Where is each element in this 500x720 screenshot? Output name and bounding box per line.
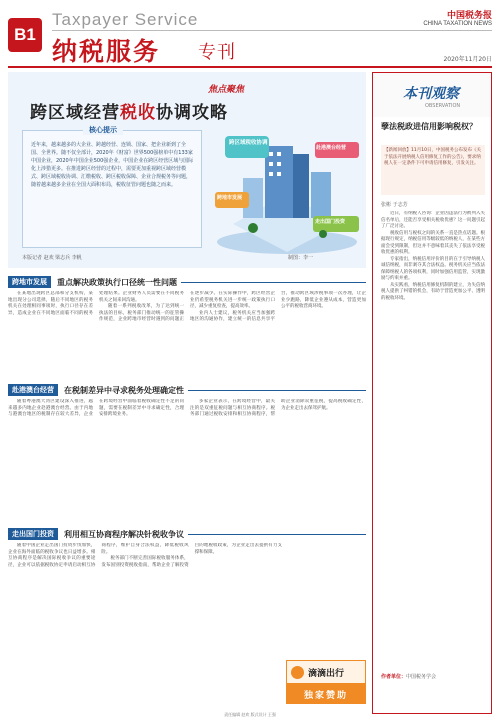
chinese-subtitle: 专刊	[198, 42, 236, 63]
section-title: 利用相互协商程序解决针税收争议	[64, 529, 184, 539]
feature-title	[30, 98, 228, 123]
publication-logo	[423, 8, 492, 27]
section-header	[8, 528, 366, 540]
title-part-a: 跨区域经营	[30, 103, 120, 123]
section-title: 重点解决政策执行口径统一性问题	[57, 277, 177, 287]
feature-banner	[8, 72, 366, 268]
core-text: 近年来，越来越多的大企业、跨越经营、连锁、国家、把企业新到了全国、全世界。随不仅全部计，2020年《财富》世界500强榜单中有133家中国企业，2020年中国企业500强企业，中国企业在跨区经营区域与国际化上涉猎更多。在推进跨区经营的过程中，需要更加重视跨区域经营模式、跨区域税收协调、汇缴税收、跨区税收保障、企业合规税务等问题，随着越来越多企业在全国大面积布局，税收征管问题也随之而来。	[31, 142, 194, 188]
graphic-label-4: 走出国门投资	[315, 219, 346, 225]
body-paragraph: 在某地出现跨区总部和分支机构，某地出现分公司选择，随后不同地区的税务机关在处理相同事项时，执行口径存在差异，造成企业在不同地区面临不同的税务处理结果。企业财务人员需要在不同税务机关之间来回沟通。	[8, 291, 184, 316]
footnote-label: 作者单位：	[381, 674, 407, 680]
body-paragraph: 税收信用与税权之间的关系一直是热点话题。根据现行规定，纳税信用等级较低的纳税人，在某些方面会受到限制，但这并不意味着其丧失了依法享受税收优惠的权利。	[381, 230, 485, 255]
core-summary-box	[22, 126, 202, 248]
graphic-label-1: 跨区域税收协调	[229, 140, 268, 146]
graphic-label-3: 赴港澳台经营	[316, 145, 347, 151]
sidebar-header	[373, 73, 491, 117]
didi-logo-icon	[291, 666, 304, 679]
body-paragraph: 业内人士建议，税务机关应当加强跨地区的沟通协作，建立统一的信息共享平台，推动跨区域涉税事项一次办理，让企业少跑路，降低企业遵从成本，营造更加公平的税收营商环境。	[190, 291, 366, 322]
logo-chinese: 中国税务报	[446, 11, 492, 21]
section-badge: B1	[8, 18, 42, 52]
ad-brand-row	[286, 660, 366, 684]
section-tag: 走出国门投资	[8, 528, 58, 540]
page-footer: 责任编辑 赵欢 版式设计 王强	[224, 712, 276, 717]
body-paragraph: 从实践看，纳税信用修复机制的建立，为失信纳税人提供了纠错的机会，有助于营造更加公平、透明的税收环境。	[381, 282, 485, 301]
body-paragraph: 专家指出，纳税信用评价的目的在于引导纳税人诚信纳税，而非剥夺其合法权益。税务机关应当依法保障纳税人的各项权利，同时加强信用监管，实现激励与约束并重。	[381, 256, 485, 281]
english-title: Taxpayer Service	[52, 10, 199, 29]
sidebar-logo: 本刊观察	[403, 86, 459, 102]
section-body	[8, 291, 366, 387]
body-paragraph: 多家企业表示，在跨境经营中，最关注的是双重征税问题与相互协商程序。税务部门通过税收安排和相互协商程序，帮助企业消除双重征税，提高税收确定性，为企业走出去保驾护航。	[190, 399, 366, 417]
sidebar-body	[381, 211, 485, 659]
feature-tag: 焦点聚焦	[208, 85, 245, 95]
section-tag: 赴港澳台经营	[8, 384, 58, 396]
section-rule	[181, 282, 366, 283]
sidebar-logo-sub: OBSERVATION	[425, 103, 461, 109]
section-rule	[188, 534, 366, 535]
title-part-b: 税收	[120, 103, 156, 123]
section-header	[8, 384, 366, 396]
header-rule	[8, 66, 492, 68]
masthead-divider	[52, 30, 492, 31]
sponsor-ad[interactable]	[286, 660, 366, 706]
sidebar-author: 张彬 于志芳	[381, 202, 408, 208]
core-label: 核心提示	[83, 125, 123, 135]
ad-slogan: 独家赞助	[286, 684, 366, 704]
section-tag: 跨地市发展	[8, 276, 51, 288]
chinese-title: 纳税服务	[52, 37, 161, 66]
sidebar-column	[372, 72, 492, 714]
section-body	[8, 543, 282, 711]
section-header	[8, 276, 366, 288]
body-paragraph: 税务部门不断完善国际税收服务体系，发布国别投资税收指南，帮助企业了解投资目的地税收政策，为企业走出去提供有力支撑和保障。	[101, 543, 282, 568]
section-cross-city	[8, 276, 366, 387]
masthead	[8, 8, 492, 64]
section-title: 在税制差异中寻求税务处理确定性	[64, 385, 184, 395]
logo-english: CHINA TAXATION NEWS	[423, 21, 492, 27]
body-paragraph: 近日，有纳税人咨询：企业因违法行为被列入失信名单后，还能否享受相关税收优惠？这一问题引起了广泛讨论。	[381, 211, 485, 229]
sidebar-intro: 【新闻回放】11月10日，中国税务公布发布《关于依法开展纳税人信用修复工作的公告》，要求纳税人在一定条件下可申请信用修复，引发关注。	[381, 145, 485, 195]
feature-credit: 本版记者 赵欢 梁志兵 李帆	[22, 255, 82, 261]
footnote-text: 中国税务学会	[406, 674, 437, 680]
ad-brand: 滴滴出行	[308, 668, 345, 679]
title-part-c: 协调攻略	[156, 103, 228, 123]
sidebar-question: 孽法税政进信用影响税权？	[381, 122, 477, 131]
sidebar-footnote	[381, 673, 485, 680]
graphic-credit: 制图：李一	[288, 255, 314, 261]
issue-date: 2020年11月20日	[443, 56, 492, 63]
body-paragraph: 随着中国企业走出国门投资步伐加快，企业在海外面临的税收争议也日益增多。相互协商程序是解决国际税收争议的重要途径，企业可以依据税收协定申请启动相互协商程序，维护自身合法权益，降低税收风险。	[8, 543, 189, 568]
section-body	[8, 399, 366, 529]
graphic-label-2: 跨地市发展	[217, 195, 243, 201]
section-hk-macao-taiwan	[8, 384, 366, 529]
section-rule	[188, 390, 366, 391]
body-paragraph: 随着粤港澳大湾区建设深入推进，越来越多内地企业赴港澳台经营。由于内地与港澳台地区的税制存在较大差异，企业在跨境经营中面临着税收确定性不足的问题，需要在税制差异中寻求确定性，合理安排跨境业务。	[8, 399, 184, 417]
body-paragraph: 随着一系列税收改革，为了达到统一执法的目标，税务部门推动统一的征管操作规范，企业跨地市经营时遇到的问题正在逐步减少。在实际操作中，跨区经营企业仍希望税务机关进一步统一政策执行口径，减少重复检查，提高效率。	[99, 291, 275, 322]
